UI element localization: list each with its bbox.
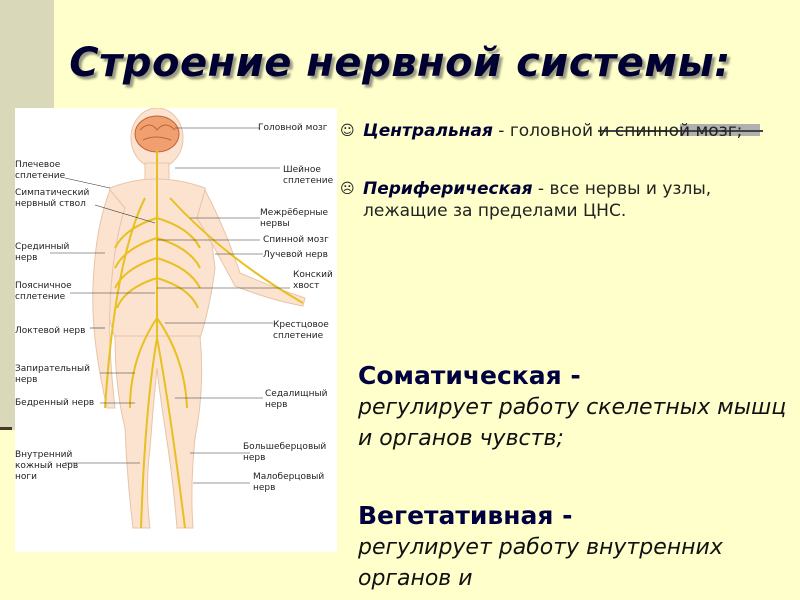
label-femoral-nerve: Бедренный нерв — [15, 398, 95, 408]
label-peroneal-nerve: Малоберцовый нерв — [253, 472, 325, 493]
label-radial-nerve: Лучевой нерв — [263, 250, 328, 260]
label-ulnar-nerve: Локтевой нерв — [15, 326, 86, 336]
label-intercostal-nerves: Межрёберные нервы — [260, 208, 328, 229]
label-median-nerve: Срединный нерв — [15, 242, 70, 263]
label-lumbar-plexus: Поясничное сплетение — [15, 281, 72, 302]
label-spinal-cord: Спинной мозг — [263, 235, 329, 245]
label-sciatic-nerve: Седалищный нерв — [265, 389, 328, 410]
bullet-peripheral-text: - все нервы и узлы, лежащие за пределами ЦНС. — [363, 179, 712, 221]
nervous-system-figure — [15, 108, 337, 552]
label-tibial-nerve: Большеберцовый нерв — [243, 442, 327, 463]
label-cervical-plexus: Шейное сплетение — [283, 165, 334, 186]
label-obturator-nerve: Запирательный нерв — [15, 364, 90, 385]
frown-face-icon: ☹ — [340, 181, 355, 197]
slide-title: Строение нервной системы: — [69, 40, 731, 86]
section-vegetative-dash: - — [553, 501, 573, 530]
bullet-peripheral-term: Периферическая — [363, 179, 533, 199]
left-decor-line — [0, 427, 12, 430]
section-somatic-text: регулирует работу скелетных мышц и органов чувств; — [358, 395, 787, 451]
smile-face-icon: ☺ — [340, 123, 355, 139]
bullet-central-term: Центральная — [363, 121, 493, 141]
label-saphenous-nerve: Внутренний кожный нерв ноги — [15, 450, 79, 482]
label-cauda-equina: Конский хвост — [293, 270, 333, 291]
label-brachial-plexus: Плечевое сплетение — [15, 160, 66, 181]
label-brain: Головной мозг — [258, 123, 328, 133]
label-sympathetic-trunk: Симпатический нервный ствол — [15, 188, 90, 209]
section-somatic — [358, 360, 788, 454]
section-vegetative — [358, 500, 788, 594]
section-vegetative-term: Вегетативная — [358, 501, 554, 530]
bullet-central-text: - головной и спинной мозг; — [492, 121, 743, 141]
section-vegetative-text: регулирует работу внутренних органов и — [358, 535, 723, 591]
section-somatic-dash: - — [561, 361, 581, 390]
section-somatic-term: Соматическая — [358, 361, 562, 390]
label-sacral-plexus: Крестцовое сплетение — [273, 320, 329, 341]
